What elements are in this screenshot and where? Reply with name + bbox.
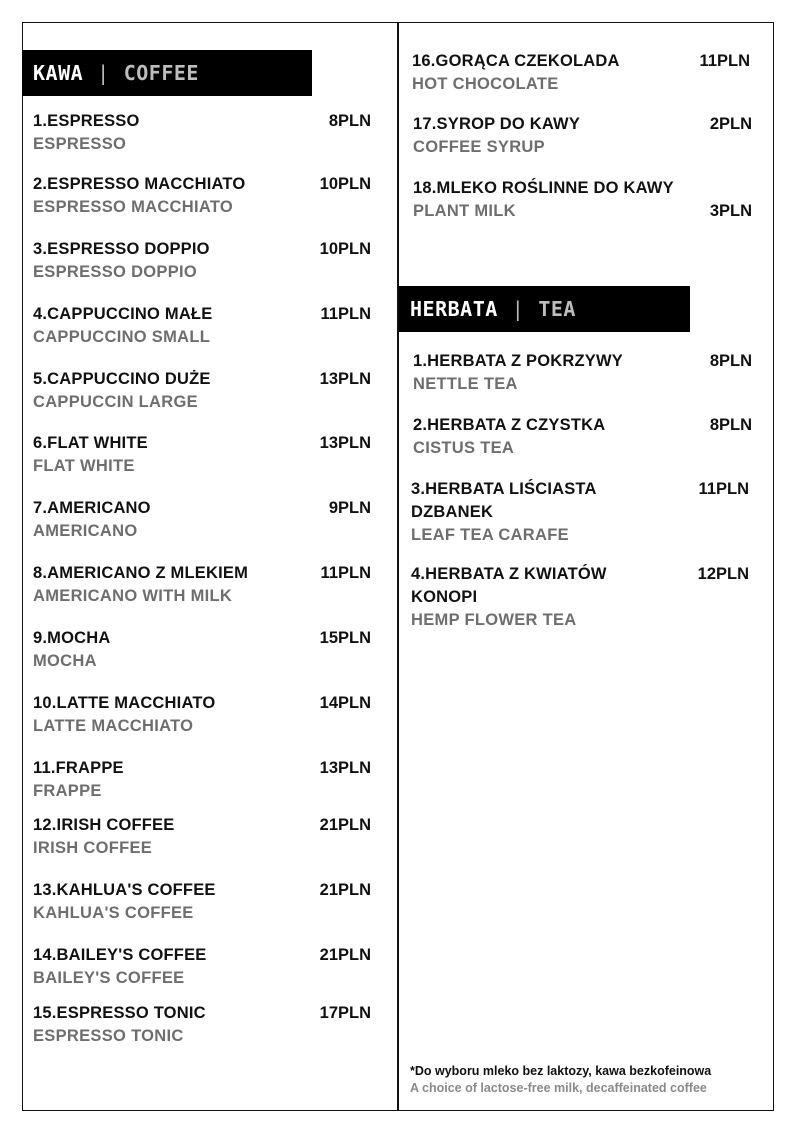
item-name-en: BAILEY'S COFFEE (33, 969, 185, 987)
item-name-en: KAHLUA'S COFFEE (33, 904, 194, 922)
item-name-pl: 2.HERBATA Z CZYSTKA (413, 416, 606, 434)
item-price: 11PLN (320, 564, 371, 582)
item-name-en: MOCHA (33, 652, 97, 670)
item-name-en: ESPRESSO MACCHIATO (33, 198, 234, 216)
coffee-title-en: COFFEE (123, 61, 199, 85)
item-name-en: LEAF TEA CARAFE (411, 526, 569, 544)
item-price: 10PLN (319, 240, 371, 258)
item-name-en: FLAT WHITE (33, 457, 135, 475)
item-name-pl: 9.MOCHA (33, 629, 111, 647)
item-name-pl: 7.AMERICANO (33, 499, 151, 517)
item-name-pl: 17.SYROP DO KAWY (413, 115, 581, 133)
item-price: 12PLN (697, 565, 749, 583)
item-name-pl: 3.ESPRESSO DOPPIO (33, 240, 210, 258)
item-price: 21PLN (319, 946, 371, 964)
item-name-en: HEMP FLOWER TEA (411, 611, 577, 629)
item-name-pl: 18.MLEKO ROŚLINNE DO KAWY (413, 179, 674, 197)
item-name-en: IRISH COFFEE (33, 839, 153, 857)
item-name-en: ESPRESSO TONIC (33, 1027, 184, 1045)
header-separator: | (511, 297, 525, 321)
item-name-pl: 12.IRISH COFFEE (33, 816, 175, 834)
item-price: 13PLN (319, 434, 371, 452)
item-price: 14PLN (319, 694, 371, 712)
item-name-en: COFFEE SYRUP (413, 138, 545, 156)
item-price: 11PLN (699, 52, 750, 70)
item-price: 13PLN (319, 759, 371, 777)
item-name-pl: 5.CAPPUCCINO DUŻE (33, 370, 211, 388)
coffee-section-header (22, 50, 312, 96)
tea-title-pl: HERBATA (410, 297, 498, 321)
item-name-pl: 3.HERBATA LIŚCIASTA (411, 480, 597, 498)
item-price: 21PLN (319, 881, 371, 899)
item-name-en: LATTE MACCHIATO (33, 717, 194, 735)
column-divider (397, 22, 399, 1111)
item-name-en: HOT CHOCOLATE (412, 75, 559, 93)
item-name-pl: 11.FRAPPE (33, 759, 124, 777)
item-name-en: ESPRESSO DOPPIO (33, 263, 198, 281)
item-name-en: FRAPPE (33, 782, 102, 800)
item-name-pl: 16.GORĄCA CZEKOLADA (412, 52, 620, 70)
item-name-pl-line2: DZBANEK (411, 503, 494, 521)
item-name-en: PLANT MILK (413, 202, 516, 220)
item-price: 11PLN (698, 480, 749, 498)
item-name-pl: 15.ESPRESSO TONIC (33, 1004, 206, 1022)
item-price: 21PLN (319, 816, 371, 834)
item-name-en: AMERICANO (33, 522, 138, 540)
item-name-pl: 14.BAILEY'S COFFEE (33, 946, 207, 964)
item-name-pl: 13.KAHLUA'S COFFEE (33, 881, 216, 899)
item-name-pl: 10.LATTE MACCHIATO (33, 694, 216, 712)
item-price: 8PLN (328, 112, 371, 130)
item-price: 17PLN (319, 1004, 371, 1022)
item-name-pl: 1.ESPRESSO (33, 112, 140, 130)
item-price: 2PLN (709, 115, 752, 133)
item-name-pl: 4.CAPPUCCINO MAŁE (33, 305, 213, 323)
item-name-pl: 6.FLAT WHITE (33, 434, 148, 452)
footnote-en: A choice of lactose-free milk, decaffeinated coffee (410, 1081, 707, 1095)
item-name-pl: 4.HERBATA Z KWIATÓW (411, 565, 607, 583)
item-name-pl: 2.ESPRESSO MACCHIATO (33, 175, 246, 193)
item-price: 9PLN (328, 499, 371, 517)
item-price: 11PLN (320, 305, 371, 323)
footnote (410, 1064, 711, 1095)
item-name-pl: 1.HERBATA Z POKRZYWY (413, 352, 623, 370)
item-price: 8PLN (709, 352, 752, 370)
item-name-pl-line2: KONOPI (411, 588, 478, 606)
tea-title-en: TEA (538, 297, 576, 321)
item-price: 8PLN (709, 416, 752, 434)
tea-section-header (399, 286, 690, 332)
item-name-en: CISTUS TEA (413, 439, 515, 457)
item-price: 10PLN (319, 175, 371, 193)
item-name-en: CAPPUCCIN LARGE (33, 393, 198, 411)
item-name-pl: 8.AMERICANO Z MLEKIEM (33, 564, 249, 582)
coffee-title-pl: KAWA (33, 61, 84, 85)
item-price: 3PLN (709, 202, 752, 220)
item-name-en: AMERICANO WITH MILK (33, 587, 233, 605)
item-price: 13PLN (319, 370, 371, 388)
item-name-en: ESPRESSO (33, 135, 127, 153)
item-price: 15PLN (319, 629, 371, 647)
footnote-pl: *Do wyboru mleko bez laktozy, kawa bezkofeinowa (410, 1064, 712, 1078)
item-name-en: NETTLE TEA (413, 375, 518, 393)
item-name-en: CAPPUCCINO SMALL (33, 328, 211, 346)
header-separator: | (97, 61, 110, 85)
